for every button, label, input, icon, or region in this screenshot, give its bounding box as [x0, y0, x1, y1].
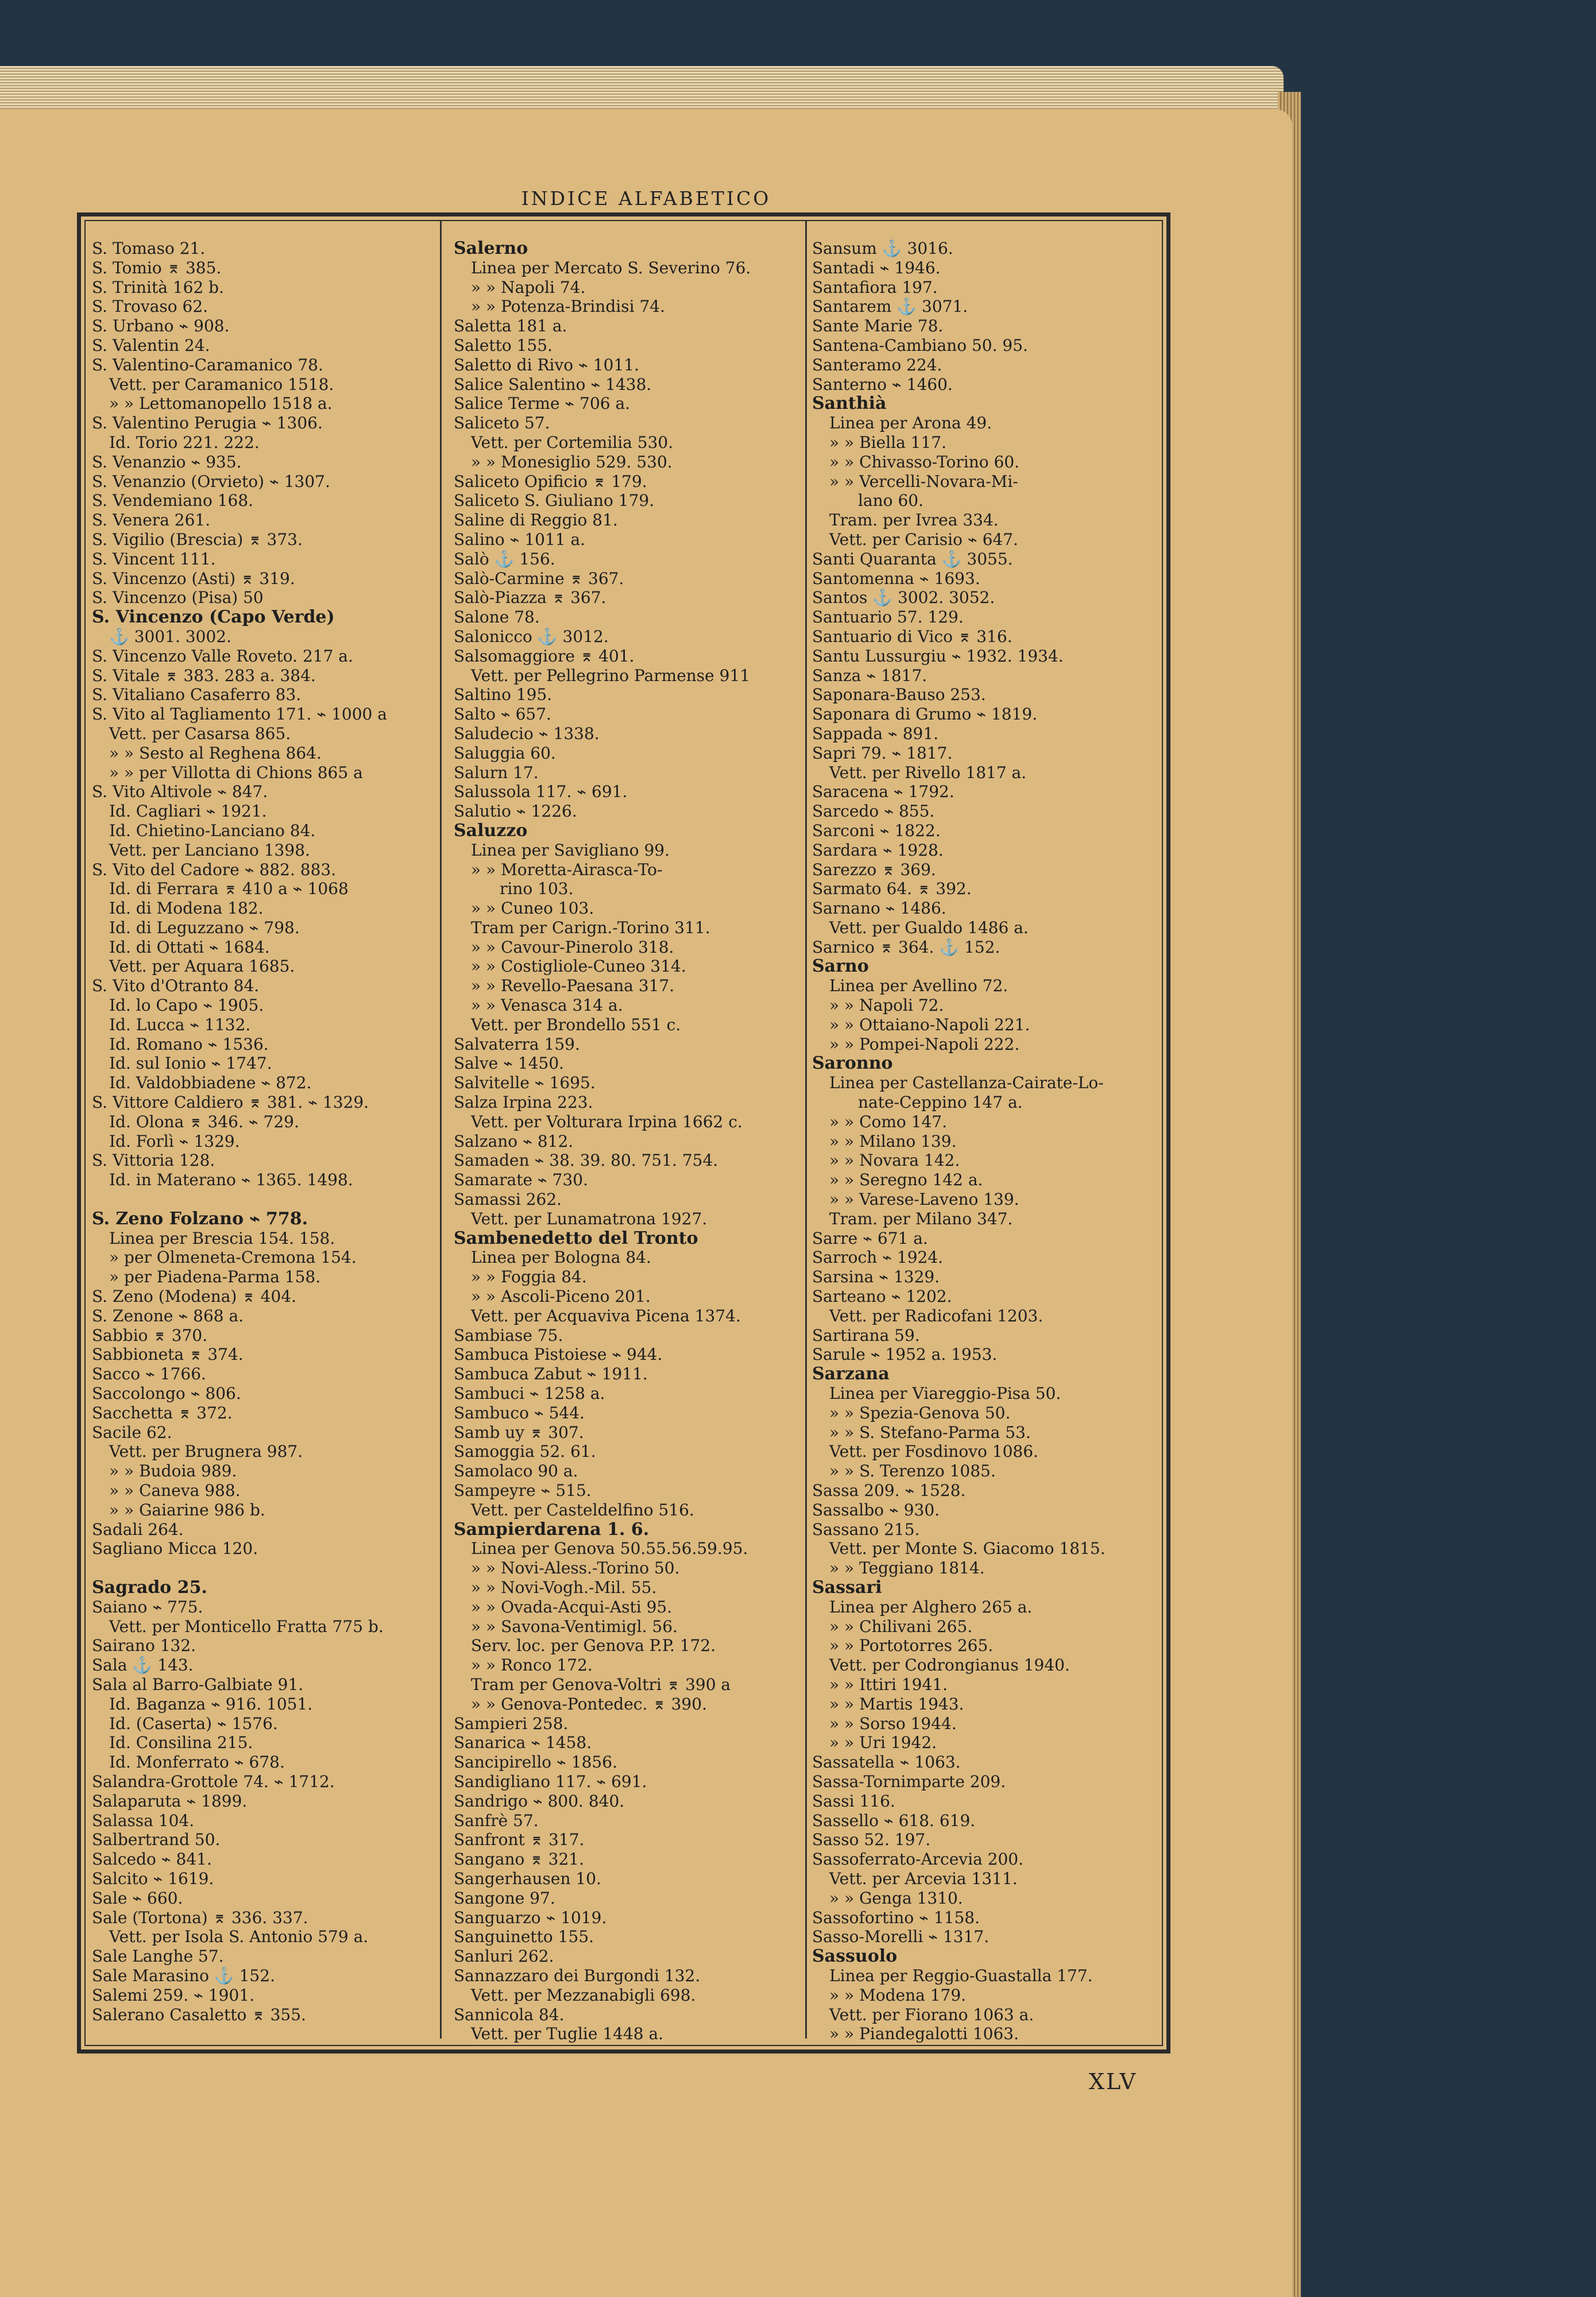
index-entry: Santeramo 224. — [812, 355, 942, 374]
index-entry: Vett. per Mezzanabigli 698. — [471, 1985, 696, 2005]
index-entry: Sassano 215. — [812, 1519, 920, 1539]
index-entry: Vett. per Isola S. Antonio 579 a. — [109, 1927, 369, 1947]
index-entry: Sanarica ⌁ 1458. — [454, 1733, 592, 1753]
index-entry: Saccolongo ⌁ 806. — [92, 1384, 241, 1403]
index-column-2 — [454, 239, 798, 2044]
index-entry: S. Venera 261. — [92, 511, 211, 530]
column-divider — [805, 221, 807, 2039]
index-entry: » » Ascoli-Piceno 201. — [471, 1287, 651, 1306]
index-entry: Sassalbo ⌁ 930. — [812, 1500, 940, 1519]
index-entry: Santos ⚓ 3002. 3052. — [812, 588, 995, 608]
index-entry: Sala al Barro-Galbiate 91. — [92, 1675, 304, 1694]
index-entry: S. Vincent 111. — [92, 549, 216, 569]
index-entry: Linea per Reggio-Guastalla 177. — [829, 1966, 1093, 1985]
index-entry: Samarate ⌁ 730. — [454, 1170, 589, 1190]
index-entry: Sassoferrato-Arcevia 200. — [812, 1850, 1024, 1869]
index-entry: Sassa 209. ⌁ 1528. — [812, 1481, 966, 1500]
index-entry: Id. di Leguzzano ⌁ 798. — [109, 918, 300, 937]
index-entry: Saliceto Opificio ⌆ 179. — [454, 471, 647, 491]
index-entry: Tram. per Milano 347. — [829, 1209, 1013, 1228]
index-entry: Santena-Cambiano 50. 95. — [812, 335, 1028, 355]
index-entry: Sappada ⌁ 891. — [812, 724, 939, 743]
index-entry: » » Cavour-Pinerolo 318. — [471, 937, 674, 957]
index-entry: » » Novi-Vogh.-Mil. 55. — [471, 1577, 657, 1597]
index-entry: Sale ⌁ 660. — [92, 1888, 183, 1908]
index-entry: Sapri 79. ⌁ 1817. — [812, 743, 953, 763]
index-entry: Sagliano Micca 120. — [92, 1539, 258, 1559]
index-entry: » » Novi-Aless.-Torino 50. — [471, 1559, 680, 1578]
index-entry: » » Spezia-Genova 50. — [829, 1403, 1011, 1422]
page-edges — [0, 66, 1284, 112]
index-entry: Sala ⚓ 143. — [92, 1656, 194, 1675]
index-heading: S. Vincenzo (Capo Verde) — [92, 608, 335, 627]
index-entry: » » Ottaiano-Napoli 221. — [829, 1015, 1030, 1034]
index-entry: Sampieri 258. — [454, 1714, 569, 1733]
index-entry: Tram per Carign.-Torino 311. — [471, 918, 710, 937]
index-entry: S. Tomio ⌆ 385. — [92, 258, 222, 277]
index-entry: » » S. Terenzo 1085. — [829, 1461, 996, 1481]
index-entry: Santomenna ⌁ 1693. — [812, 569, 980, 588]
index-entry: Salice Salentino ⌁ 1438. — [454, 374, 652, 394]
index-entry: Sanluri 262. — [454, 1947, 554, 1966]
index-entry: S. Vito del Cadore ⌁ 882. 883. — [92, 860, 337, 879]
index-entry: » » Sesto al Reghena 864. — [109, 743, 322, 763]
index-entry: Vett. per Codrongianus 1940. — [829, 1656, 1070, 1675]
index-entry: Sannicola 84. — [454, 2005, 565, 2024]
index-entry: Samb uy ⌆ 307. — [454, 1422, 584, 1442]
index-entry: Vett. per Aquara 1685. — [109, 957, 295, 976]
index-entry: Vett. per Carisio ⌁ 647. — [829, 529, 1018, 549]
index-entry: Id. Torio 221. 222. — [109, 432, 260, 452]
index-entry: Sarmato 64. ⌆ 392. — [812, 879, 972, 899]
index-entry: Salò ⚓ 156. — [454, 549, 555, 569]
index-entry: Vett. per Monte S. Giacomo 1815. — [829, 1539, 1106, 1559]
index-entry: » » Potenza-Brindisi 74. — [471, 297, 665, 316]
index-entry: Sarnano ⌁ 1486. — [812, 899, 946, 918]
index-entry: » » Venasca 314 a. — [471, 996, 623, 1015]
index-entry: Sangerhausen 10. — [454, 1869, 601, 1888]
index-entry: Samassi 262. — [454, 1190, 562, 1209]
index-entry: Sanfront ⌆ 317. — [454, 1830, 585, 1850]
index-entry: Saline di Reggio 81. — [454, 511, 618, 530]
index-entry: Vett. per Monticello Fratta 775 b. — [109, 1617, 384, 1636]
index-entry: Salcito ⌁ 1619. — [92, 1869, 214, 1888]
index-entry: Sansum ⚓ 3016. — [812, 239, 953, 258]
index-entry: Vett. per Rivello 1817 a. — [829, 763, 1027, 782]
index-column-1 — [92, 239, 436, 2024]
index-entry: S. Vincenzo Valle Roveto. 217 a. — [92, 646, 353, 666]
index-entry: Salurn 17. — [454, 763, 539, 782]
index-entry: » » Caneva 988. — [109, 1481, 241, 1500]
index-entry: » » Ovada-Acqui-Asti 95. — [471, 1597, 673, 1617]
index-heading: Saronno — [812, 1054, 893, 1074]
index-entry: Salcedo ⌁ 841. — [92, 1850, 212, 1869]
index-entry: » » Napoli 72. — [829, 996, 944, 1015]
index-entry: » » Foggia 84. — [471, 1267, 587, 1287]
index-entry: Id. Forlì ⌁ 1329. — [109, 1131, 240, 1151]
index-entry: Linea per Brescia 154. 158. — [109, 1228, 335, 1248]
index-entry: » per Piadena-Parma 158. — [109, 1267, 321, 1287]
index-entry: » » Varese-Laveno 139. — [829, 1190, 1019, 1209]
index-entry: Sale Langhe 57. — [92, 1947, 224, 1966]
index-entry: Sarezzo ⌆ 369. — [812, 860, 936, 879]
index-entry: Salandra-Grottole 74. ⌁ 1712. — [92, 1772, 335, 1791]
index-heading: Sampierdarena 1. 6. — [454, 1519, 650, 1540]
index-entry: S. Valentin 24. — [92, 335, 210, 355]
index-entry: Sacco ⌁ 1766. — [92, 1364, 206, 1384]
index-entry: » » Teggiano 1814. — [829, 1559, 985, 1578]
index-entry: Sanguinetto 155. — [454, 1927, 594, 1947]
index-entry: » » Moretta-Airasca-To- — [471, 860, 663, 879]
index-entry: S. Venanzio (Orvieto) ⌁ 1307. — [92, 471, 330, 491]
index-entry: Vett. per Fiorano 1063 a. — [829, 2005, 1034, 2024]
index-entry: » » S. Stefano-Parma 53. — [829, 1422, 1031, 1442]
index-entry: Vett. per Gualdo 1486 a. — [829, 918, 1029, 937]
index-entry: Sampeyre ⌁ 515. — [454, 1481, 592, 1500]
index-entry: Sassatella ⌁ 1063. — [812, 1753, 961, 1772]
index-entry: » » Genga 1310. — [829, 1888, 963, 1908]
index-entry: Id. Valdobbiadene ⌁ 872. — [109, 1073, 312, 1093]
index-entry: Linea per Bologna 84. — [471, 1248, 651, 1267]
index-entry: Saltino 195. — [454, 685, 552, 705]
index-entry: Sanfrè 57. — [454, 1811, 539, 1830]
index-entry: » » Portotorres 265. — [829, 1636, 994, 1656]
index-entry: S. Venanzio ⌁ 935. — [92, 452, 242, 471]
index-entry: Sacchetta ⌆ 372. — [92, 1403, 233, 1422]
index-entry: » » Modena 179. — [829, 1985, 967, 2005]
index-entry: Vett. per Radicofani 1203. — [829, 1306, 1044, 1325]
index-entry: Santuario 57. 129. — [812, 608, 964, 627]
index-entry: S. Trovaso 62. — [92, 297, 208, 316]
index-heading: Sarzana — [812, 1364, 890, 1385]
index-entry: Santerno ⌁ 1460. — [812, 374, 953, 394]
index-entry: Id. Monferrato ⌁ 678. — [109, 1753, 285, 1772]
index-entry: » » Ronco 172. — [471, 1656, 593, 1675]
index-entry: S. Vittore Caldiero ⌆ 381. ⌁ 1329. — [92, 1093, 369, 1112]
index-entry: S. Vitale ⌆ 383. 283 a. 384. — [92, 666, 316, 685]
index-entry: » » Seregno 142 a. — [829, 1170, 983, 1190]
index-entry: » » Novara 142. — [829, 1151, 960, 1170]
index-entry: Sarcedo ⌁ 855. — [812, 802, 935, 821]
index-entry: Sabbio ⌆ 370. — [92, 1325, 208, 1345]
index-entry: » » Pompei-Napoli 222. — [829, 1034, 1020, 1054]
index-entry: Sarre ⌁ 671 a. — [812, 1228, 928, 1248]
index-entry: Sairano 132. — [92, 1636, 196, 1656]
index-entry: » » Vercelli-Novara-Mi- — [829, 471, 1018, 491]
index-heading: Salerno — [454, 239, 528, 258]
index-entry: Tram. per Ivrea 334. — [829, 511, 999, 530]
index-entry: Id. di Ferrara ⌆ 410 a ⌁ 1068 — [109, 879, 349, 899]
index-entry: Sandrigo ⌁ 800. 840. — [454, 1791, 625, 1811]
index-entry: Salussola 117. ⌁ 691. — [454, 782, 628, 802]
index-entry: Santarem ⚓ 3071. — [812, 297, 968, 316]
index-entry: » » Martis 1943. — [829, 1694, 964, 1714]
index-entry: » » Monesiglio 529. 530. — [471, 452, 673, 471]
index-entry: Saliceto 57. — [454, 413, 550, 433]
index-entry: » » Como 147. — [829, 1112, 947, 1131]
index-entry: Salice Terme ⌁ 706 a. — [454, 394, 631, 413]
index-entry: Id. Cagliari ⌁ 1921. — [109, 802, 267, 821]
index-entry: Linea per Castellanza-Cairate-Lo- — [829, 1073, 1104, 1093]
index-entry: Vett. per Arcevia 1311. — [829, 1869, 1018, 1888]
index-entry: Id. Baganza ⌁ 916. 1051. — [109, 1694, 313, 1714]
index-entry: Linea per Arona 49. — [829, 413, 992, 433]
index-entry: S. Vittoria 128. — [92, 1151, 215, 1170]
index-heading: Santhià — [812, 394, 887, 414]
index-entry: Sassello ⌁ 618. 619. — [812, 1811, 976, 1830]
index-entry: » » Biella 117. — [829, 432, 947, 452]
index-entry: Sancipirello ⌁ 1856. — [454, 1753, 617, 1772]
index-entry: Salve ⌁ 1450. — [454, 1054, 565, 1073]
index-heading: Sagrado 25. — [92, 1577, 207, 1598]
index-entry: Id. Romano ⌁ 1536. — [109, 1034, 269, 1054]
index-entry: Id. Chietino-Lanciano 84. — [109, 821, 316, 840]
index-entry: Sassi 116. — [812, 1791, 895, 1811]
index-entry: Salza Irpina 223. — [454, 1093, 593, 1112]
index-entry: Linea per Viareggio-Pisa 50. — [829, 1384, 1061, 1403]
index-entry: » » Gaiarine 986 b. — [109, 1500, 265, 1519]
index-entry: Samaden ⌁ 38. 39. 80. 751. 754. — [454, 1151, 718, 1170]
index-heading: S. Zeno Folzano ⌁ 778. — [92, 1209, 308, 1229]
index-entry: Saliceto S. Giuliano 179. — [454, 491, 655, 511]
index-entry: Id. di Ottati ⌁ 1684. — [109, 937, 270, 957]
index-entry: Sarteano ⌁ 1202. — [812, 1287, 952, 1306]
index-entry: Serv. loc. per Genova P.P. 172. — [471, 1636, 716, 1656]
index-entry: » » Budoia 989. — [109, 1461, 237, 1481]
index-entry: Sarnico ⌆ 364. ⚓ 152. — [812, 937, 1000, 957]
index-entry: Id. in Materano ⌁ 1365. 1498. — [109, 1170, 353, 1190]
index-entry: » » Chilivani 265. — [829, 1617, 973, 1636]
index-entry: Salzano ⌁ 812. — [454, 1131, 574, 1151]
index-entry: Saletta 181 a. — [454, 316, 567, 336]
index-entry: » » per Villotta di Chions 865 a — [109, 763, 363, 782]
index-entry: Santafiora 197. — [812, 277, 938, 297]
index-entry: Saiano ⌁ 775. — [92, 1597, 203, 1617]
index-entry: » » Chivasso-Torino 60. — [829, 452, 1020, 471]
index-entry: Saponara-Bauso 253. — [812, 685, 986, 705]
index-entry: » » Piandegalotti 1063. — [829, 2024, 1019, 2044]
index-entry: Saletto 155. — [454, 335, 553, 355]
index-entry: » » Sorso 1944. — [829, 1714, 957, 1733]
index-entry: Samoggia 52. 61. — [454, 1442, 596, 1461]
index-entry: Sadali 264. — [92, 1519, 184, 1539]
index-entry: Saracena ⌁ 1792. — [812, 782, 954, 802]
index-entry: Sale Marasino ⚓ 152. — [92, 1966, 275, 1985]
index-entry: Id. Olona ⌆ 346. ⌁ 729. — [109, 1112, 299, 1131]
index-entry: Santu Lussurgiu ⌁ 1932. 1934. — [812, 646, 1064, 666]
index-entry: Salemi 259. ⌁ 1901. — [92, 1985, 254, 2005]
page-number: XLV — [1089, 2069, 1138, 2094]
index-entry: » » Napoli 74. — [471, 277, 586, 297]
index-entry: Vett. per Volturara Irpina 1662 c. — [471, 1112, 743, 1131]
index-entry: Id. sul Ionio ⌁ 1747. — [109, 1054, 272, 1073]
index-entry: » » Costigliole-Cuneo 314. — [471, 957, 686, 976]
index-entry: S. Valentino Perugia ⌁ 1306. — [92, 413, 323, 433]
index-entry: Sacile 62. — [92, 1422, 172, 1442]
index-entry: Sambuca Pistoiese ⌁ 944. — [454, 1345, 663, 1364]
index-entry: » » Ittiri 1941. — [829, 1675, 948, 1694]
index-entry: Vett. per Casteldelfino 516. — [471, 1500, 694, 1519]
index-entry: Santadi ⌁ 1946. — [812, 258, 941, 277]
index-entry: Sale (Tortona) ⌆ 336. 337. — [92, 1908, 308, 1927]
index-entry: S. Vigilio (Brescia) ⌆ 373. — [92, 529, 303, 549]
index-entry: lano 60. — [858, 491, 923, 511]
index-entry: Id. di Modena 182. — [109, 899, 264, 918]
index-entry: Tram per Genova-Voltri ⌆ 390 a — [471, 1675, 731, 1694]
index-entry: Vett. per Casarsa 865. — [109, 724, 291, 743]
index-entry: Sanza ⌁ 1817. — [812, 666, 928, 685]
index-entry: Linea per Mercato S. Severino 76. — [471, 258, 751, 277]
index-entry: Id. (Caserta) ⌁ 1576. — [109, 1714, 278, 1733]
index-entry: Salto ⌁ 657. — [454, 705, 551, 724]
index-heading: Sassuolo — [812, 1947, 898, 1966]
index-entry: Saluggia 60. — [454, 743, 556, 763]
index-entry: S. Vito d'Otranto 84. — [92, 976, 260, 996]
index-entry: Sartirana 59. — [812, 1325, 920, 1345]
index-entry: Sarule ⌁ 1952 a. 1953. — [812, 1345, 998, 1364]
index-entry: S. Trinità 162 b. — [92, 277, 225, 297]
index-entry: S. Zeno (Modena) ⌆ 404. — [92, 1287, 297, 1306]
index-entry: Sardara ⌁ 1928. — [812, 840, 944, 860]
index-entry: Salaparuta ⌁ 1899. — [92, 1791, 248, 1811]
index-entry: S. Zenone ⌁ 868 a. — [92, 1306, 244, 1325]
index-entry: Santi Quaranta ⚓ 3055. — [812, 549, 1013, 569]
index-entry: Santuario di Vico ⌆ 316. — [812, 627, 1013, 646]
index-heading: Sassari — [812, 1577, 882, 1598]
index-entry: Sambuco ⌁ 544. — [454, 1403, 585, 1422]
index-entry: Sasso 52. 197. — [812, 1830, 931, 1850]
index-entry: Salò-Carmine ⌆ 367. — [454, 569, 624, 588]
index-entry: Vett. per Lanciano 1398. — [109, 840, 310, 860]
index-entry: Vett. per Cortemilia 530. — [471, 432, 674, 452]
index-column-3 — [812, 239, 1157, 2044]
index-entry: Sambuci ⌁ 1258 a. — [454, 1384, 605, 1403]
index-entry: » per Olmeneta-Cremona 154. — [109, 1248, 357, 1267]
index-entry: S. Vincenzo (Pisa) 50 — [92, 588, 264, 608]
index-entry: rino 103. — [500, 879, 574, 899]
index-entry — [92, 1190, 436, 1209]
index-entry: Sarroch ⌁ 1924. — [812, 1248, 944, 1267]
index-entry: Saludecio ⌁ 1338. — [454, 724, 600, 743]
index-entry: S. Vito Altivole ⌁ 847. — [92, 782, 268, 802]
index-entry: Sarsina ⌁ 1329. — [812, 1267, 940, 1287]
column-divider — [440, 221, 442, 2039]
index-entry: Saponara di Grumo ⌁ 1819. — [812, 705, 1038, 724]
index-entry: Vett. per Fosdinovo 1086. — [829, 1442, 1038, 1461]
index-entry: S. Vito al Tagliamento 171. ⌁ 1000 a — [92, 705, 387, 724]
index-entry: Vett. per Tuglie 1448 a. — [471, 2024, 664, 2044]
index-entry: Vett. per Brondello 551 c. — [471, 1015, 681, 1034]
index-entry: » » Milano 139. — [829, 1131, 957, 1151]
index-entry: Id. Consilina 215. — [109, 1733, 253, 1753]
index-entry: Vett. per Caramanico 1518. — [109, 374, 334, 394]
index-entry: Salino ⌁ 1011 a. — [454, 529, 586, 549]
index-entry: S. Vincenzo (Asti) ⌆ 319. — [92, 569, 295, 588]
index-entry: Sanguarzo ⌁ 1019. — [454, 1908, 607, 1927]
index-entry: Sandigliano 117. ⌁ 691. — [454, 1772, 647, 1791]
page-header: INDICE ALFABETICO — [521, 187, 771, 210]
index-entry: Vett. per Acquaviva Picena 1374. — [471, 1306, 741, 1325]
index-entry: » » Revello-Paesana 317. — [471, 976, 675, 996]
index-heading: Sambenedetto del Tronto — [454, 1228, 698, 1248]
index-entry: Salassa 104. — [92, 1811, 195, 1830]
index-entry: Linea per Savigliano 99. — [471, 840, 670, 860]
index-entry: Salbertrand 50. — [92, 1830, 221, 1850]
index-entry: Linea per Alghero 265 a. — [829, 1597, 1033, 1617]
index-entry: Id. lo Capo ⌁ 1905. — [109, 996, 264, 1015]
index-entry: Sambuca Zabut ⌁ 1911. — [454, 1364, 648, 1384]
index-entry: Vett. per Lunamatrona 1927. — [471, 1209, 708, 1228]
index-entry: Salvitelle ⌁ 1695. — [454, 1073, 596, 1093]
index-entry: Id. Lucca ⌁ 1132. — [109, 1015, 251, 1034]
index-entry: » » Savona-Ventimigl. 56. — [471, 1617, 678, 1636]
index-entry: Salone 78. — [454, 608, 540, 627]
index-entry: Sannazzaro dei Burgondi 132. — [454, 1966, 701, 1985]
index-entry: S. Valentino-Caramanico 78. — [92, 355, 323, 374]
index-entry: nate-Ceppino 147 a. — [858, 1093, 1023, 1112]
index-entry: » » Cuneo 103. — [471, 899, 594, 918]
index-entry: Sangone 97. — [454, 1888, 555, 1908]
index-entry: Salvaterra 159. — [454, 1034, 580, 1054]
index-entry: Sangano ⌆ 321. — [454, 1850, 585, 1869]
index-entry: Vett. per Pellegrino Parmense 911 — [471, 666, 751, 685]
index-entry: Sabbioneta ⌆ 374. — [92, 1345, 244, 1364]
index-entry: » » Lettomanopello 1518 a. — [109, 394, 333, 413]
index-entry: Sassofortino ⌁ 1158. — [812, 1908, 980, 1927]
index-entry: Linea per Genova 50.55.56.59.95. — [471, 1539, 748, 1559]
index-entry: Sambiase 75. — [454, 1325, 563, 1345]
index-entry: Salerano Casaletto ⌆ 355. — [92, 2005, 306, 2024]
index-entry: ⚓ 3001. 3002. — [109, 627, 231, 646]
index-entry: Linea per Avellino 72. — [829, 976, 1008, 996]
index-entry: » » Genova-Pontedec. ⌆ 390. — [471, 1694, 707, 1714]
index-heading: Sarno — [812, 957, 869, 977]
index-entry: Salutio ⌁ 1226. — [454, 802, 577, 821]
index-entry: S. Urbano ⌁ 908. — [92, 316, 230, 336]
index-entry: Sarconi ⌁ 1822. — [812, 821, 941, 840]
index-entry: Sasso-Morelli ⌁ 1317. — [812, 1927, 990, 1947]
index-entry: S. Vitaliano Casaferro 83. — [92, 685, 302, 705]
index-entry: S. Tomaso 21. — [92, 239, 206, 258]
index-entry: Sante Marie 78. — [812, 316, 944, 336]
index-entry: Sassa-Tornimparte 209. — [812, 1772, 1006, 1791]
index-entry: Salò-Piazza ⌆ 367. — [454, 588, 606, 608]
index-entry: S. Vendemiano 168. — [92, 491, 254, 511]
index-entry — [92, 1559, 436, 1578]
index-heading: Saluzzo — [454, 821, 528, 841]
index-entry: » » Uri 1942. — [829, 1733, 937, 1753]
index-entry: Salonicco ⚓ 3012. — [454, 627, 609, 646]
index-entry: Saletto di Rivo ⌁ 1011. — [454, 355, 639, 374]
index-entry: Samolaco 90 a. — [454, 1461, 578, 1481]
index-entry: Salsomaggiore ⌆ 401. — [454, 646, 635, 666]
index-entry: Vett. per Brugnera 987. — [109, 1442, 303, 1461]
